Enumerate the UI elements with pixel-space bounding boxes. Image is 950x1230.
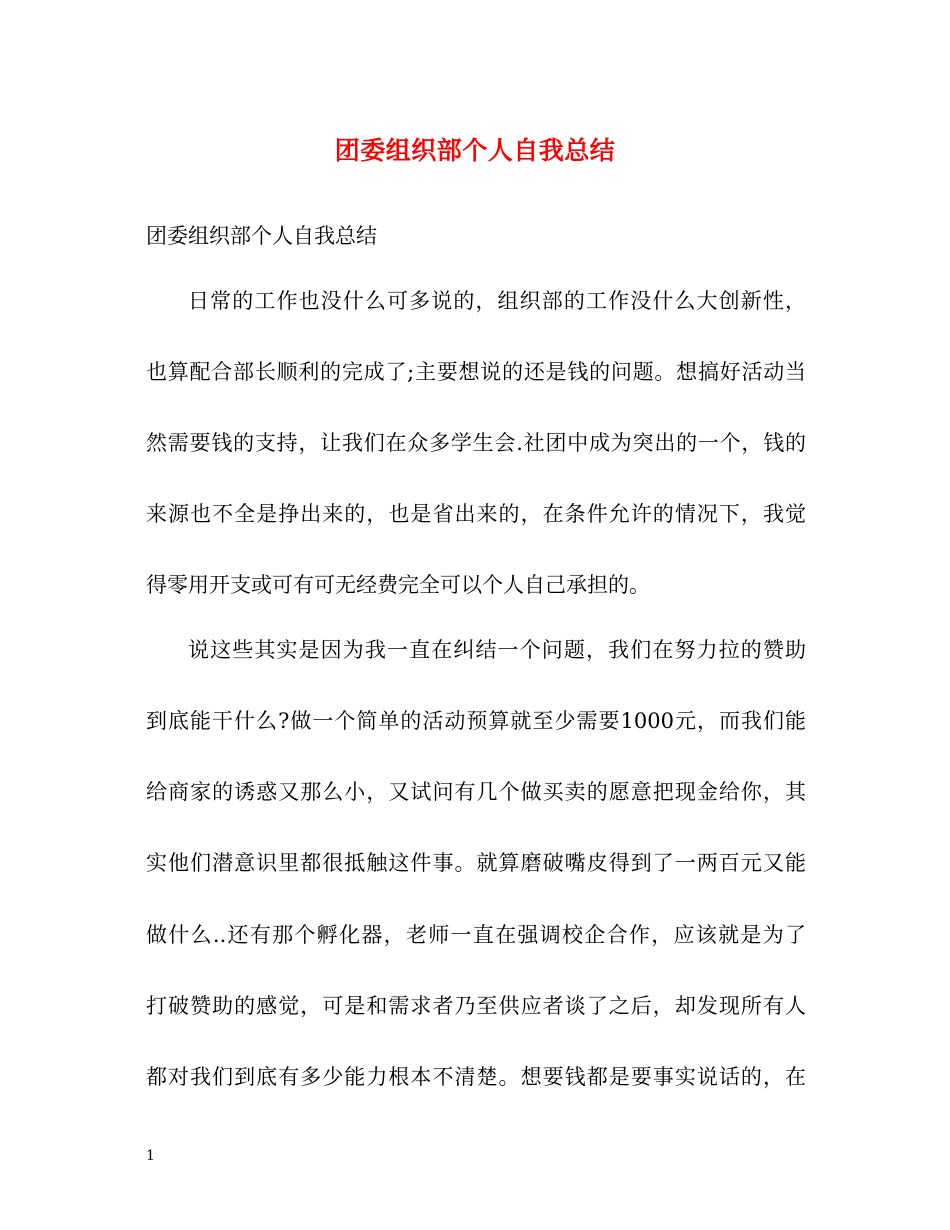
paragraph-line: 做什么..还有那个孵化器，老师一直在强调校企合作，应该就是为了 [146, 923, 806, 947]
paragraph-line: 都对我们到底有多少能力根本不清楚。想要钱都是要事实说话的，在 [146, 1065, 806, 1089]
paragraph-line: 实他们潜意识里都很抵触这件事。就算磨破嘴皮得到了一两百元又能 [146, 851, 806, 875]
page-number: 1 [146, 1148, 155, 1164]
paragraph-line: 来源也不全是挣出来的，也是省出来的，在条件允许的情况下，我觉 [146, 502, 806, 526]
paragraph-line: 得零用开支或可有可无经费完全可以个人自己承担的。 [146, 573, 650, 597]
paragraph-line: 日常的工作也没什么可多说的，组织部的工作没什么大创新性， [188, 289, 806, 313]
document-title: 团委组织部个人自我总结 [334, 136, 616, 165]
paragraph-line: 说这些其实是因为我一直在纠结一个问题，我们在努力拉的赞助 [188, 638, 806, 662]
paragraph-line: 给商家的诱惑又那么小，又试问有几个做买卖的愿意把现金给你，其 [146, 780, 806, 804]
document-subtitle: 团委组织部个人自我总结 [146, 224, 377, 248]
paragraph-line: 到底能干什么?做一个简单的活动预算就至少需要1000元，而我们能 [146, 709, 806, 733]
paragraph-line: 打破赞助的感觉，可是和需求者乃至供应者谈了之后，却发现所有人 [146, 994, 806, 1018]
paragraph-line: 也算配合部长顺利的完成了;主要想说的还是钱的问题。想搞好活动当 [146, 360, 806, 384]
paragraph-line: 然需要钱的支持，让我们在众多学生会.社团中成为突出的一个，钱的 [146, 431, 806, 455]
